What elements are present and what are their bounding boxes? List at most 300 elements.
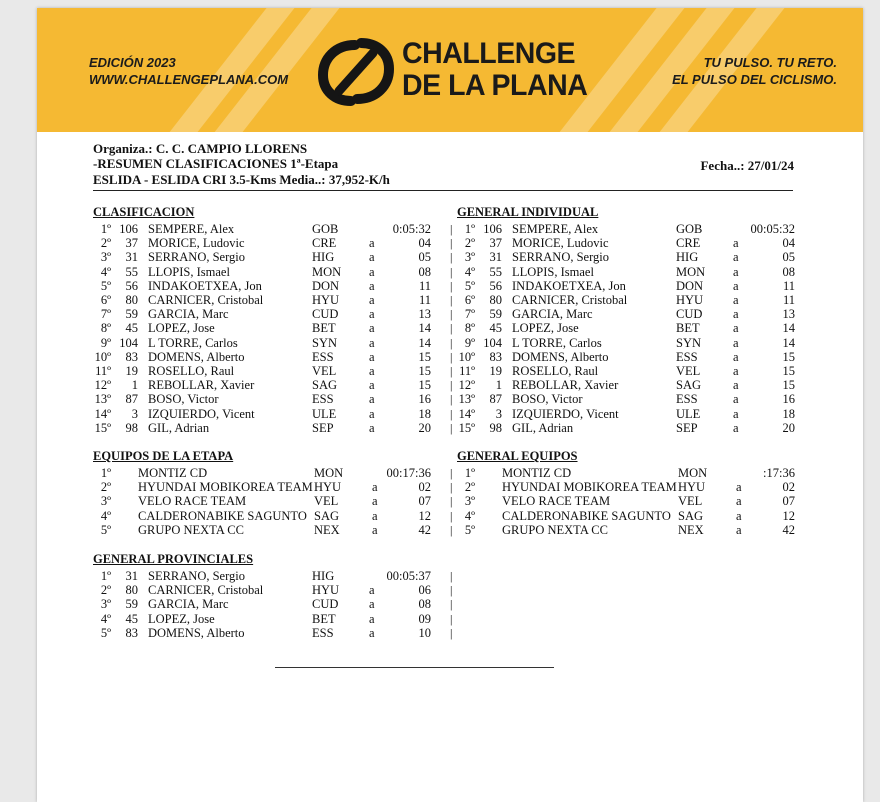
- bib-number-cell: 59: [125, 597, 138, 612]
- bib-number-cell: 59: [489, 307, 502, 322]
- time-cell: 05: [418, 250, 431, 265]
- rider-name-cell: DOMENS, Alberto: [148, 625, 245, 640]
- team-name-cell: VELO RACE TEAM: [502, 494, 611, 509]
- section-title-general-individual: GENERAL INDIVIDUAL: [457, 205, 599, 219]
- gap-marker-cell: a: [733, 293, 739, 307]
- position-cell: 13º: [458, 392, 475, 407]
- column-separator: |: [450, 321, 453, 336]
- table-row: [93, 597, 445, 611]
- table-row: [93, 336, 445, 350]
- team-code-cell: BET: [676, 321, 700, 336]
- brand-line-1: CHALLENGE: [402, 37, 576, 70]
- table-row: [457, 407, 809, 421]
- position-cell: 3º: [100, 597, 111, 612]
- gap-marker-cell: a: [733, 278, 739, 293]
- rider-name-cell: GARCIA, Marc: [148, 597, 229, 612]
- rider-name-cell: SERRANO, Sergio: [148, 569, 246, 583]
- edition-block: [89, 54, 288, 88]
- bib-number-cell: 31: [489, 250, 502, 265]
- column-separator: |: [450, 278, 453, 293]
- slogan-line-1: TU PULSO. TU RETO.: [703, 55, 837, 70]
- position-cell: 5º: [464, 522, 475, 537]
- position-cell: 5º: [100, 278, 111, 293]
- time-cell: 11: [782, 278, 795, 293]
- rider-name-cell: LOPEZ, Jose: [148, 321, 215, 336]
- challenge-logo-icon: [317, 37, 395, 107]
- bib-number-cell: 19: [489, 364, 502, 378]
- team-code-cell: ESS: [312, 625, 334, 640]
- team-code-cell: CRE: [312, 236, 337, 251]
- time-cell: 11: [782, 293, 795, 307]
- bib-number-cell: 80: [125, 293, 138, 307]
- time-cell: 18: [418, 406, 431, 421]
- bib-number-cell: 98: [125, 420, 138, 435]
- bib-number-cell: 45: [125, 611, 138, 626]
- team-code-cell: MON: [314, 466, 344, 480]
- table-row: [93, 509, 445, 523]
- position-cell: 11º: [95, 364, 111, 378]
- rider-name-cell: L TORRE, Carlos: [148, 335, 238, 350]
- gap-marker-cell: a: [369, 625, 375, 640]
- team-code-cell: ULE: [312, 406, 337, 421]
- position-cell: 9º: [100, 335, 111, 350]
- gap-marker-cell: a: [736, 508, 742, 523]
- column-separator: |: [450, 222, 453, 236]
- bib-number-cell: 59: [125, 307, 138, 322]
- time-cell: 15: [418, 378, 431, 393]
- time-cell: 42: [782, 522, 795, 537]
- bib-number-cell: 56: [125, 278, 138, 293]
- summary-line: -RESUMEN CLASIFICACIONES 1ª-Etapa: [93, 156, 339, 171]
- gap-marker-cell: a: [733, 250, 739, 265]
- rider-name-cell: SERRANO, Sergio: [512, 250, 610, 265]
- bib-number-cell: 55: [125, 264, 138, 279]
- time-cell: 08: [418, 264, 431, 279]
- stage-line: ESLIDA - ESLIDA CRI 3.5-Kms Media..: 37,952-K/h: [93, 172, 390, 187]
- gap-marker-cell: a: [733, 406, 739, 421]
- table-row: [93, 407, 445, 421]
- bib-number-cell: 87: [489, 392, 502, 407]
- position-cell: 1º: [100, 569, 111, 583]
- team-name-cell: HYUNDAI MOBIKOREA TEAM: [138, 480, 313, 495]
- gap-marker-cell: a: [733, 236, 739, 251]
- team-code-cell: VEL: [676, 364, 701, 378]
- team-code-cell: CUD: [676, 307, 703, 322]
- gap-marker-cell: a: [369, 392, 375, 407]
- position-cell: 9º: [464, 335, 475, 350]
- team-code-cell: HIG: [312, 250, 335, 265]
- position-cell: 12º: [458, 378, 475, 393]
- column-separator: |: [450, 250, 453, 265]
- gap-marker-cell: a: [733, 349, 739, 364]
- position-cell: 14º: [458, 406, 475, 421]
- rider-name-cell: GIL, Adrian: [512, 420, 574, 435]
- position-cell: 8º: [100, 321, 111, 336]
- team-code-cell: NEX: [678, 522, 704, 537]
- position-cell: 2º: [100, 583, 111, 598]
- gap-marker-cell: a: [733, 264, 739, 279]
- position-cell: 5º: [100, 625, 111, 640]
- team-code-cell: NEX: [314, 522, 340, 537]
- column-separator: |: [450, 583, 453, 598]
- rider-name-cell: L TORRE, Carlos: [512, 335, 602, 350]
- column-separator: |: [450, 293, 453, 307]
- rider-name-cell: BOSO, Victor: [148, 392, 219, 407]
- table-row: [457, 336, 809, 350]
- rider-name-cell: CARNICER, Cristobal: [148, 293, 264, 307]
- time-cell: 04: [418, 236, 431, 251]
- gap-marker-cell: a: [369, 236, 375, 251]
- rider-name-cell: MORICE, Ludovic: [512, 236, 609, 251]
- position-cell: 8º: [464, 321, 475, 336]
- time-cell: 15: [782, 364, 795, 378]
- time-cell: 09: [418, 611, 431, 626]
- column-separator: |: [450, 569, 453, 583]
- column-separator: |: [450, 335, 453, 350]
- table-row: [457, 480, 809, 494]
- column-separator: |: [450, 611, 453, 626]
- bib-number-cell: 106: [483, 222, 502, 236]
- column-separator: |: [450, 597, 453, 612]
- bib-number-cell: 80: [125, 583, 138, 598]
- rider-name-cell: INDAKOETXEA, Jon: [148, 278, 262, 293]
- bib-number-cell: 31: [125, 250, 138, 265]
- time-cell: 18: [782, 406, 795, 421]
- position-cell: 4º: [464, 508, 475, 523]
- organizer-line: Organiza.: C. C. CAMPIO LLORENS: [93, 141, 308, 156]
- team-code-cell: ULE: [676, 406, 701, 421]
- position-cell: 2º: [100, 480, 111, 495]
- website-text: WWW.CHALLENGEPLANA.COM: [89, 72, 289, 87]
- table-row: [93, 364, 445, 378]
- bib-number-cell: 55: [489, 264, 502, 279]
- position-cell: 15º: [458, 420, 475, 435]
- table-row: [93, 626, 445, 640]
- time-cell: 15: [782, 378, 795, 393]
- team-code-cell: HIG: [312, 569, 335, 583]
- gap-marker-cell: a: [372, 494, 378, 509]
- position-cell: 4º: [464, 264, 475, 279]
- section-title-general-provinciales: GENERAL PROVINCIALES: [93, 552, 254, 566]
- team-code-cell: ESS: [312, 349, 334, 364]
- position-cell: 1º: [100, 466, 111, 480]
- team-code-cell: MON: [678, 466, 708, 480]
- table-row: [93, 480, 445, 494]
- rider-name-cell: IZQUIERDO, Vicent: [148, 406, 255, 421]
- time-cell: 11: [418, 278, 431, 293]
- team-code-cell: GOB: [312, 222, 339, 236]
- rider-name-cell: LOPEZ, Jose: [512, 321, 579, 336]
- rider-name-cell: LLOPIS, Ismael: [512, 264, 594, 279]
- team-code-cell: GOB: [676, 222, 703, 236]
- time-cell: 15: [782, 349, 795, 364]
- team-code-cell: SYN: [312, 335, 338, 350]
- team-code-cell: HYU: [676, 293, 704, 307]
- column-separator: |: [450, 494, 453, 509]
- team-code-cell: MON: [312, 264, 342, 279]
- team-code-cell: SAG: [678, 508, 704, 523]
- gap-marker-cell: a: [372, 480, 378, 495]
- team-code-cell: HYU: [312, 293, 340, 307]
- time-cell: 00:05:37: [386, 569, 431, 583]
- gap-marker-cell: a: [733, 321, 739, 336]
- brand-line-2: DE LA PLANA: [402, 69, 588, 102]
- position-cell: 4º: [100, 508, 111, 523]
- gap-marker-cell: a: [369, 611, 375, 626]
- position-cell: 2º: [464, 480, 475, 495]
- brand-title: [402, 38, 587, 102]
- team-code-cell: DON: [676, 278, 704, 293]
- time-cell: 05: [782, 250, 795, 265]
- time-cell: 07: [418, 494, 431, 509]
- gap-marker-cell: a: [369, 597, 375, 612]
- position-cell: 12º: [94, 378, 111, 393]
- bib-number-cell: 45: [489, 321, 502, 336]
- team-code-cell: VEL: [314, 494, 339, 509]
- time-cell: 16: [418, 392, 431, 407]
- rider-name-cell: CARNICER, Cristobal: [148, 583, 264, 598]
- column-separator: |: [450, 420, 453, 435]
- team-name-cell: CALDERONABIKE SAGUNTO: [138, 508, 307, 523]
- position-cell: 5º: [464, 278, 475, 293]
- table-row: [457, 307, 809, 321]
- team-code-cell: DON: [312, 278, 340, 293]
- position-cell: 5º: [100, 522, 111, 537]
- team-code-cell: BET: [312, 611, 336, 626]
- table-row: [93, 378, 445, 392]
- team-name-cell: GRUPO NEXTA CC: [502, 522, 608, 537]
- table-row: [457, 364, 809, 378]
- column-separator: |: [450, 508, 453, 523]
- gap-marker-cell: a: [736, 480, 742, 495]
- rider-name-cell: DOMENS, Alberto: [512, 349, 609, 364]
- bib-number-cell: 3: [131, 406, 138, 421]
- slogan-line-2: EL PULSO DEL CICLISMO.: [672, 72, 837, 87]
- position-cell: 11º: [459, 364, 475, 378]
- position-cell: 3º: [464, 250, 475, 265]
- time-cell: 07: [782, 494, 795, 509]
- time-cell: 08: [782, 264, 795, 279]
- bib-number-cell: 1: [131, 378, 138, 393]
- team-code-cell: HIG: [676, 250, 699, 265]
- gap-marker-cell: a: [369, 349, 375, 364]
- gap-marker-cell: a: [369, 583, 375, 598]
- team-code-cell: HYU: [678, 480, 706, 495]
- team-name-cell: GRUPO NEXTA CC: [138, 522, 244, 537]
- position-cell: 4º: [100, 264, 111, 279]
- rider-name-cell: SEMPERE, Alex: [512, 222, 599, 236]
- bib-number-cell: 3: [495, 406, 502, 421]
- time-cell: 06: [418, 583, 431, 598]
- table-row: [93, 236, 445, 250]
- team-code-cell: CUD: [312, 597, 339, 612]
- table-row: [93, 293, 445, 307]
- team-code-cell: SAG: [314, 508, 340, 523]
- table-row: [457, 250, 809, 264]
- position-cell: 6º: [464, 293, 475, 307]
- team-name-cell: CALDERONABIKE SAGUNTO: [502, 508, 671, 523]
- bib-number-cell: 37: [489, 236, 502, 251]
- team-code-cell: SAG: [676, 378, 702, 393]
- table-row: [457, 523, 809, 537]
- gap-marker-cell: a: [733, 335, 739, 350]
- position-cell: 1º: [100, 222, 111, 236]
- team-name-cell: MONTIZ CD: [138, 466, 208, 480]
- bib-number-cell: 31: [125, 569, 138, 583]
- position-cell: 10º: [458, 349, 475, 364]
- gap-marker-cell: a: [733, 392, 739, 407]
- time-cell: 08: [418, 597, 431, 612]
- time-cell: 00:05:32: [750, 222, 795, 236]
- table-row: [457, 222, 809, 236]
- table-row: [457, 321, 809, 335]
- position-cell: 7º: [100, 307, 111, 322]
- time-cell: 02: [418, 480, 431, 495]
- team-code-cell: HYU: [314, 480, 342, 495]
- table-row: [93, 569, 445, 583]
- rider-name-cell: DOMENS, Alberto: [148, 349, 245, 364]
- table-row: [457, 509, 809, 523]
- column-separator: |: [450, 264, 453, 279]
- rider-name-cell: GARCIA, Marc: [148, 307, 229, 322]
- table-row: [457, 392, 809, 406]
- gap-marker-cell: a: [369, 278, 375, 293]
- gap-marker-cell: a: [369, 378, 375, 393]
- time-cell: 12: [418, 508, 431, 523]
- position-cell: 4º: [100, 611, 111, 626]
- team-name-cell: VELO RACE TEAM: [138, 494, 247, 509]
- time-cell: 11: [418, 293, 431, 307]
- table-row: [93, 392, 445, 406]
- position-cell: 3º: [100, 494, 111, 509]
- table-row: [93, 265, 445, 279]
- date-text: Fecha..: 27/01/24: [700, 158, 794, 173]
- team-code-cell: SEP: [676, 420, 698, 435]
- table-row: [457, 236, 809, 250]
- column-separator: |: [450, 480, 453, 495]
- team-code-cell: ESS: [676, 349, 698, 364]
- edition-text: EDICIÓN 2023: [89, 55, 176, 70]
- time-cell: 14: [418, 321, 431, 336]
- table-row: [93, 583, 445, 597]
- table-row: [457, 350, 809, 364]
- column-separator: |: [450, 364, 453, 378]
- time-cell: 20: [418, 420, 431, 435]
- footer-rule: [275, 667, 554, 668]
- rider-name-cell: INDAKOETXEA, Jon: [512, 278, 626, 293]
- rider-name-cell: ROSELLO, Raul: [148, 364, 235, 378]
- bib-number-cell: 45: [125, 321, 138, 336]
- team-code-cell: MON: [676, 264, 706, 279]
- position-cell: 10º: [94, 349, 111, 364]
- table-row: [457, 378, 809, 392]
- table-row: [93, 222, 445, 236]
- table-row: [457, 265, 809, 279]
- position-cell: 13º: [94, 392, 111, 407]
- table-row: [93, 466, 445, 480]
- column-separator: |: [450, 349, 453, 364]
- table-row: [457, 421, 809, 435]
- team-code-cell: CUD: [312, 307, 339, 322]
- bib-number-cell: 83: [489, 349, 502, 364]
- bib-number-cell: 1: [495, 378, 502, 393]
- bib-number-cell: 104: [119, 335, 138, 350]
- time-cell: 13: [782, 307, 795, 322]
- gap-marker-cell: a: [372, 508, 378, 523]
- time-cell: 10: [418, 625, 431, 640]
- bib-number-cell: 106: [119, 222, 138, 236]
- time-cell: 14: [418, 335, 431, 350]
- gap-marker-cell: a: [369, 307, 375, 322]
- team-code-cell: VEL: [678, 494, 703, 509]
- time-cell: :17:36: [763, 466, 795, 480]
- time-cell: 02: [782, 480, 795, 495]
- table-row: [457, 293, 809, 307]
- rider-name-cell: REBOLLAR, Xavier: [512, 378, 619, 393]
- time-cell: 04: [782, 236, 795, 251]
- header-divider: [93, 190, 793, 191]
- position-cell: 14º: [94, 406, 111, 421]
- time-cell: 00:17:36: [386, 466, 431, 480]
- time-cell: 13: [418, 307, 431, 322]
- gap-marker-cell: a: [369, 293, 375, 307]
- event-banner: [37, 8, 863, 132]
- document-page: [37, 8, 863, 802]
- gap-marker-cell: a: [369, 335, 375, 350]
- time-cell: 0:05:32: [392, 222, 431, 236]
- gap-marker-cell: a: [733, 378, 739, 393]
- team-code-cell: SEP: [312, 420, 334, 435]
- gap-marker-cell: a: [372, 522, 378, 537]
- rider-name-cell: REBOLLAR, Xavier: [148, 378, 255, 393]
- column-separator: |: [450, 392, 453, 407]
- gap-marker-cell: a: [369, 406, 375, 421]
- rider-name-cell: BOSO, Victor: [512, 392, 583, 407]
- position-cell: 15º: [94, 420, 111, 435]
- time-cell: 20: [782, 420, 795, 435]
- bib-number-cell: 80: [489, 293, 502, 307]
- position-cell: 6º: [100, 293, 111, 307]
- table-row: [93, 421, 445, 435]
- bib-number-cell: 56: [489, 278, 502, 293]
- team-code-cell: SAG: [312, 378, 338, 393]
- table-row: [93, 321, 445, 335]
- rider-name-cell: GIL, Adrian: [148, 420, 210, 435]
- table-row: [93, 307, 445, 321]
- time-cell: 12: [782, 508, 795, 523]
- bib-number-cell: 98: [489, 420, 502, 435]
- team-code-cell: ESS: [312, 392, 334, 407]
- bib-number-cell: 87: [125, 392, 138, 407]
- position-cell: 3º: [464, 494, 475, 509]
- table-row: [457, 466, 809, 480]
- slogan-block: [672, 54, 837, 88]
- rider-name-cell: LOPEZ, Jose: [148, 611, 215, 626]
- table-row: [93, 279, 445, 293]
- table-row: [93, 612, 445, 626]
- team-name-cell: MONTIZ CD: [502, 466, 572, 480]
- rider-name-cell: SEMPERE, Alex: [148, 222, 235, 236]
- gap-marker-cell: a: [736, 494, 742, 509]
- table-row: [93, 350, 445, 364]
- column-separator: |: [450, 378, 453, 393]
- table-row: [93, 523, 445, 537]
- team-code-cell: CRE: [676, 236, 701, 251]
- column-separator: |: [450, 625, 453, 640]
- section-title-equipos-etapa: EQUIPOS DE LA ETAPA: [93, 449, 234, 463]
- position-cell: 1º: [464, 222, 475, 236]
- column-separator: |: [450, 307, 453, 322]
